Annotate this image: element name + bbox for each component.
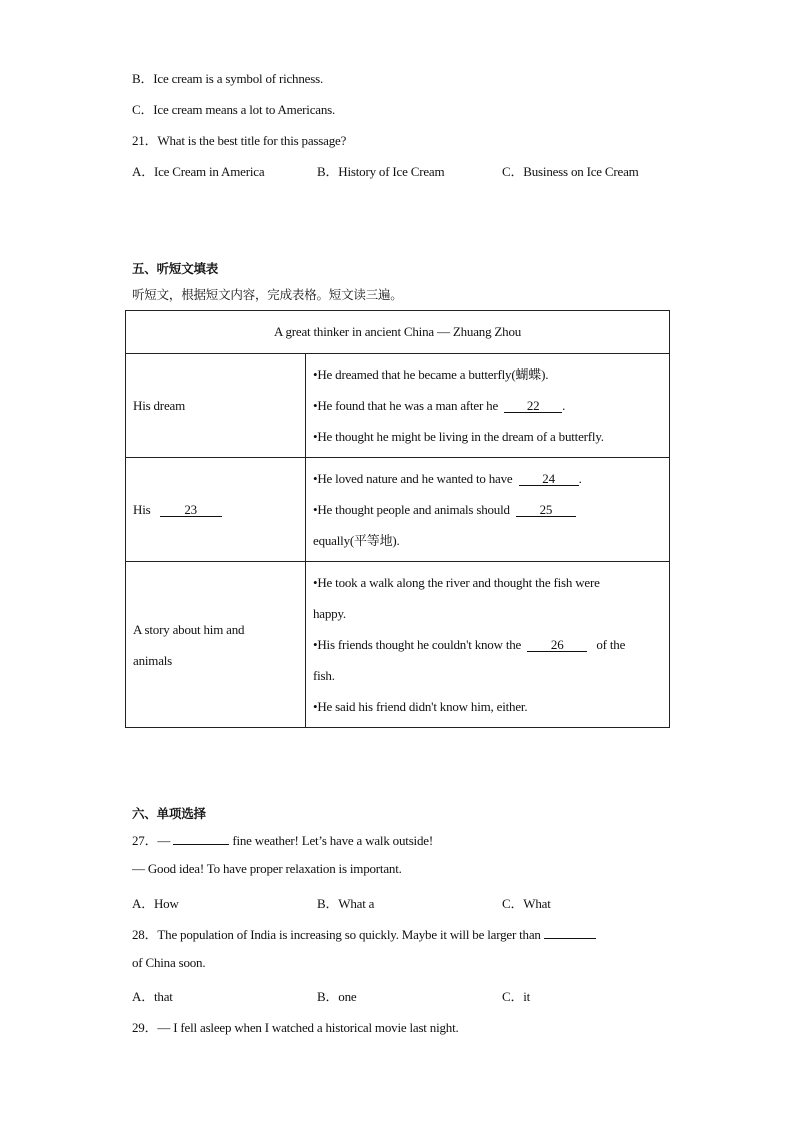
row-line: fish. [313,668,335,683]
q27-reply: — Good idea! To have proper relaxation is important. [132,861,402,876]
blank-24[interactable]: 24 [519,473,579,486]
row-line: happy. [313,606,346,621]
row-line: •He thought he might be living in the dream of a butterfly. [313,429,604,444]
section5-instruction: 听短文，根据短文内容，完成表格。短文读三遍。 [132,287,403,302]
q27-option-c: C．What [502,896,551,911]
prev-option-c: C．Ice cream means a lot to Americans. [132,102,336,117]
row-content [306,458,670,562]
q21-option-a: A．Ice Cream in America [132,164,265,179]
table-title: A great thinker in ancient China — Zhuang Zhou [126,311,670,354]
row-line: equally(平等地). [313,533,400,548]
q21-option-b: B．History of Ice Cream [317,164,445,179]
q28-stem: 28．The population of India is increasing so quickly. Maybe it will be larger than [132,924,596,943]
row-line: •His friends thought he couldn't know the 26 of the [313,637,626,652]
table-row [126,458,670,562]
q28-option-b: B．one [317,989,357,1004]
listening-table [125,310,670,728]
q28-blank[interactable] [544,938,596,939]
row-line: •He dreamed that he became a butterfly(蝴蝶). [313,367,549,382]
blank-26[interactable]: 26 [527,639,587,652]
row-label: A story about him and animals [126,562,306,728]
q21-option-c: C．Business on Ice Cream [502,164,639,179]
q27-blank[interactable] [173,844,229,845]
row-label: His dream [126,354,306,458]
row-line: •He said his friend didn't know him, either. [313,699,528,714]
blank-23[interactable]: 23 [160,504,222,517]
q28-option-c: C．it [502,989,531,1004]
blank-25[interactable]: 25 [516,504,576,517]
row-line: •He found that he was a man after he 22 . [313,398,566,413]
q21-stem: 21．What is the best title for this passage? [132,133,347,148]
row-content [306,354,670,458]
q29-stem: 29．— I fell asleep when I watched a historical movie last night. [132,1020,459,1035]
row-line: •He loved nature and he wanted to have 24 . [313,471,582,486]
row-label: His 23 [126,458,306,562]
prev-option-b: B．Ice cream is a symbol of richness. [132,71,323,86]
table-row [126,562,670,728]
section6-heading: 六、单项选择 [132,806,206,821]
row-content [306,562,670,728]
table-row [126,354,670,458]
table-title-row [126,311,670,354]
q27-option-b: B．What a [317,896,375,911]
q28-option-a: A．that [132,989,173,1004]
q28-stem-continued: of China soon. [132,955,206,970]
q27-stem: 27．— fine weather! Let’s have a walk outside! [132,833,433,848]
section5-heading: 五、听短文填表 [132,261,219,276]
row-line: •He took a walk along the river and thought the fish were [313,575,600,590]
q27-option-a: A．How [132,896,179,911]
blank-22[interactable]: 22 [504,400,562,413]
row-line: •He thought people and animals should 25 [313,494,669,525]
